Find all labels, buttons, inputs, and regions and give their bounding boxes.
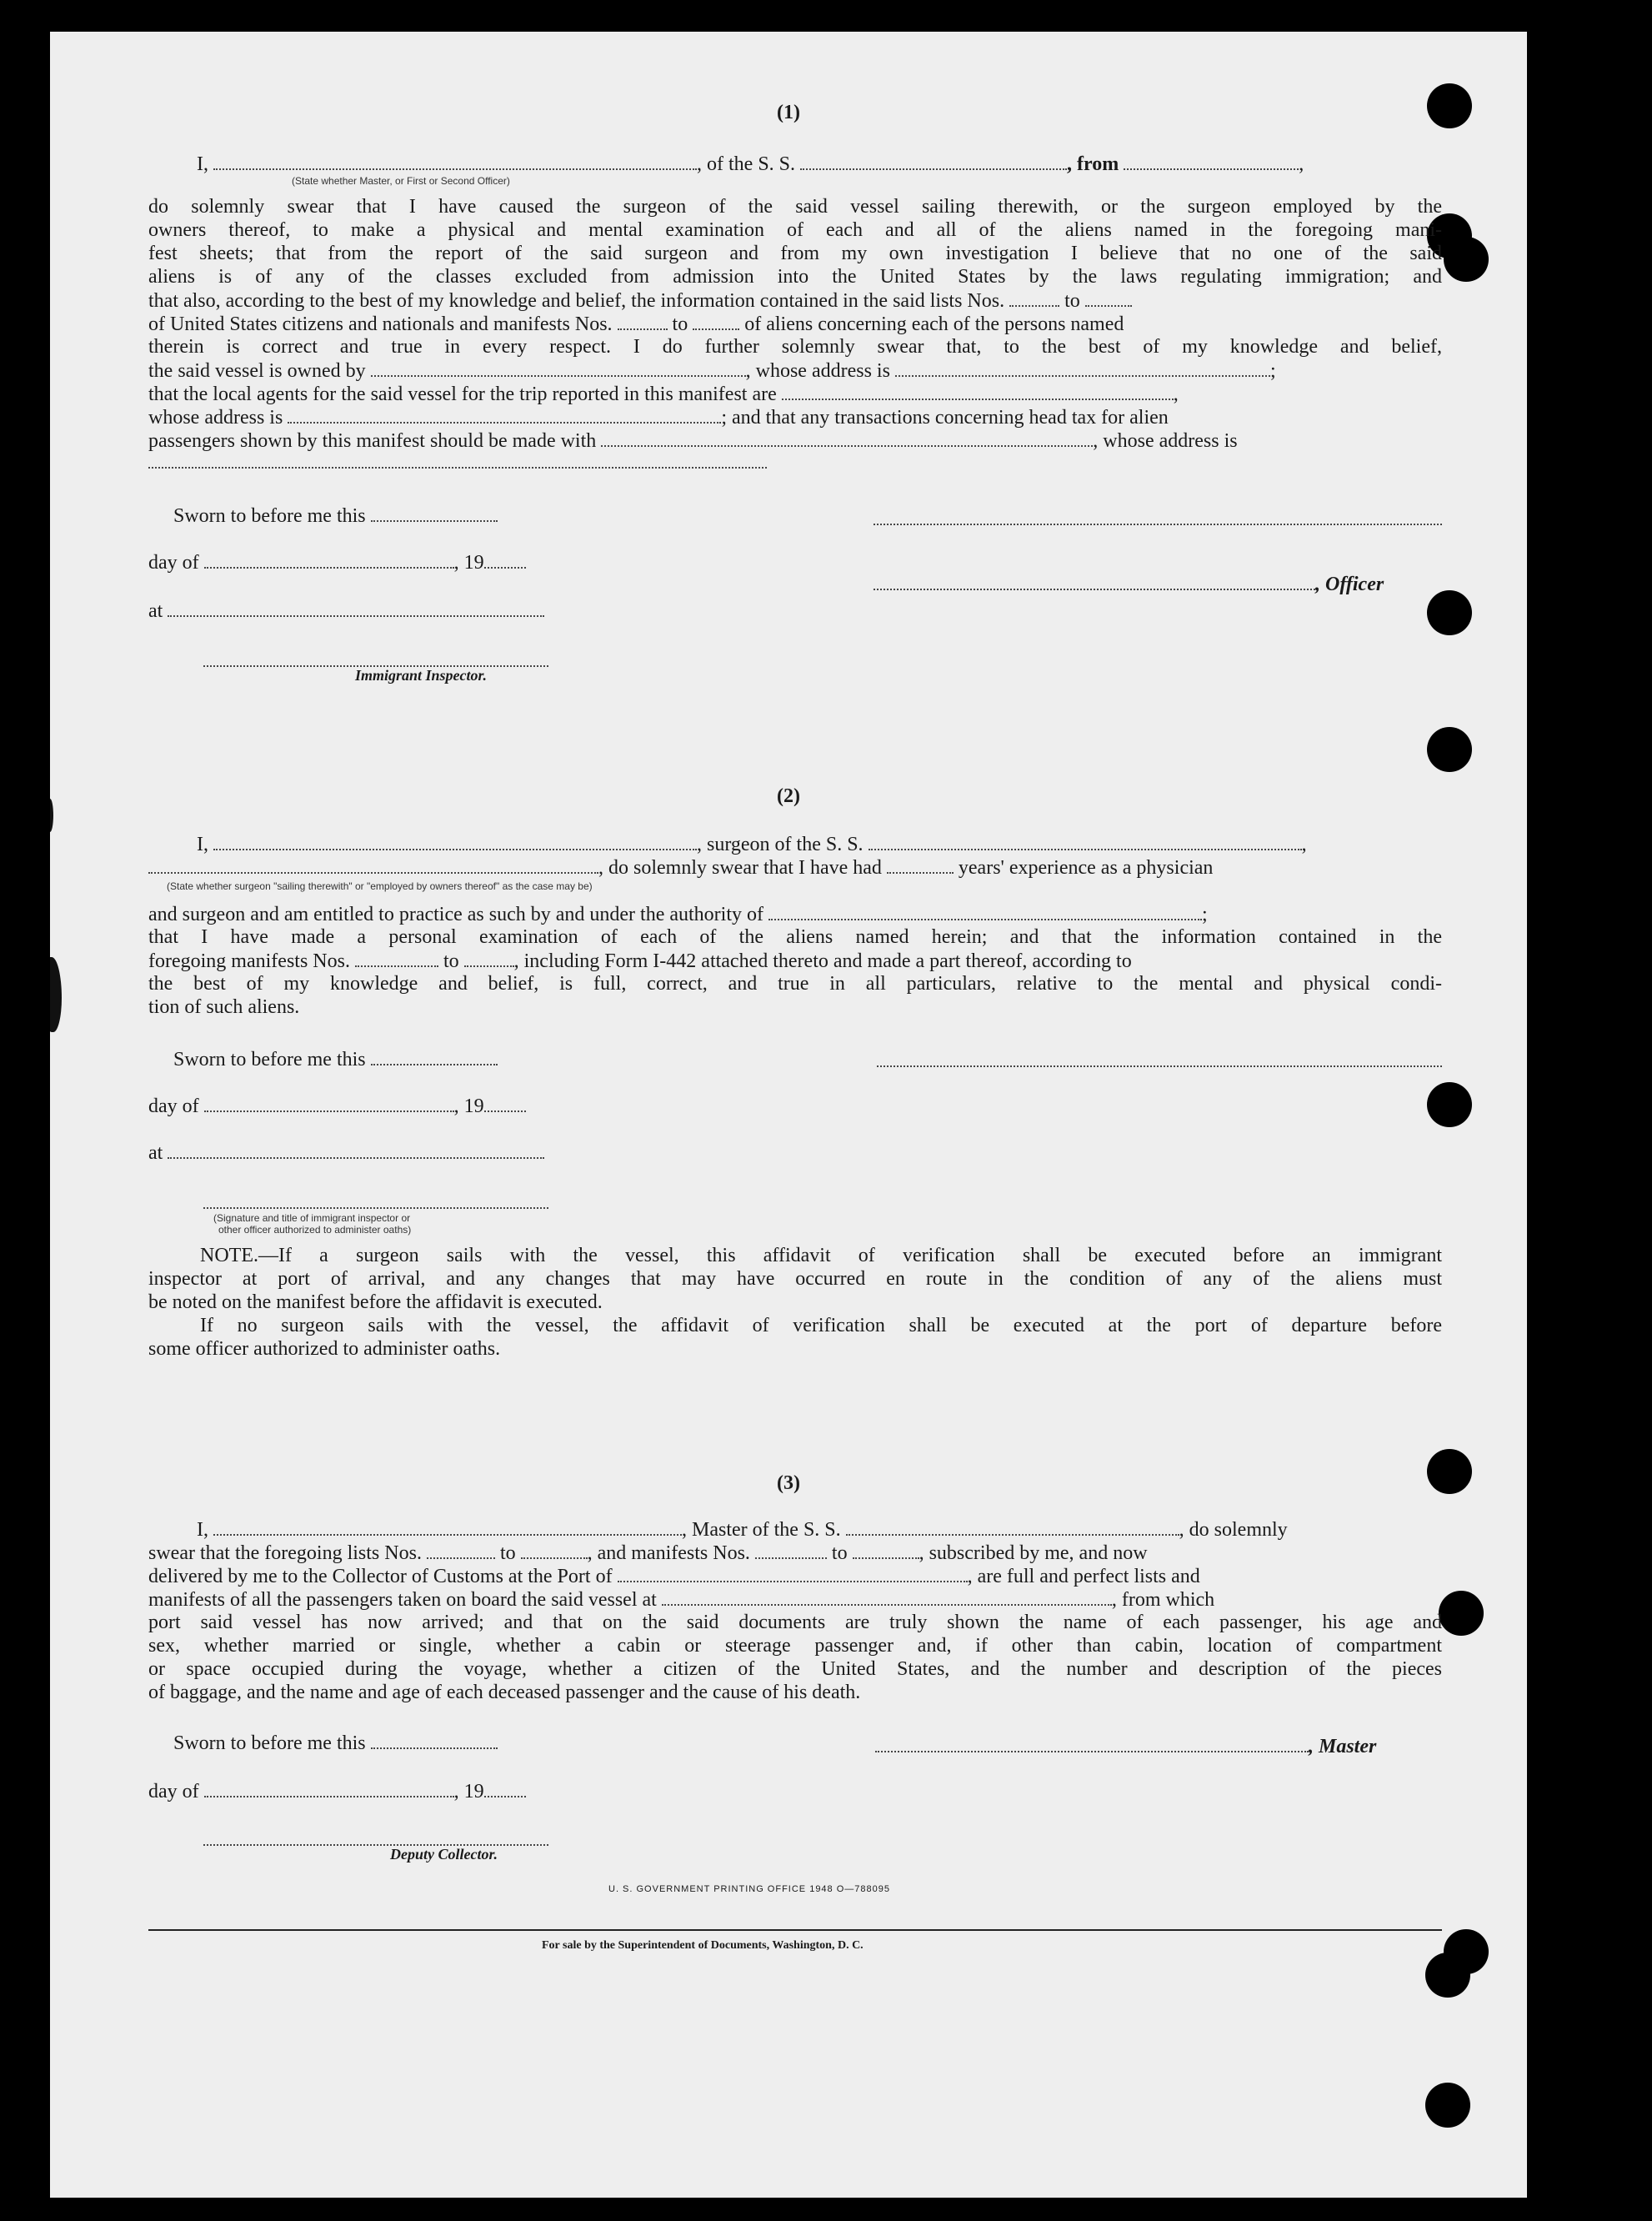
officer-label: , Officer bbox=[1315, 574, 1384, 595]
text: to bbox=[672, 313, 688, 335]
blank-field[interactable] bbox=[204, 1779, 454, 1797]
text: manifests of all the passengers taken on board the said vessel at bbox=[148, 1589, 657, 1611]
s1-line-10 bbox=[148, 382, 1442, 406]
text: foregoing manifests Nos. bbox=[148, 950, 350, 972]
blank-field[interactable] bbox=[800, 152, 1067, 170]
text: to bbox=[499, 1542, 516, 1564]
s1-address-line[interactable] bbox=[148, 465, 767, 469]
s3-line-5: port said vessel has now arrived; and that on the said documents are truly shown the name of each passenger, his age and bbox=[148, 1612, 1442, 1633]
section-2-heading: (2) bbox=[777, 785, 800, 807]
s1-line-3: owners thereof, to make a physical and mental examination of each and all of the aliens named in the foregoing mani- bbox=[148, 219, 1442, 241]
officer-hint: (State whether Master, or First or Second Officer) bbox=[292, 175, 510, 187]
punch-hole bbox=[1444, 237, 1489, 282]
s3-line-6: sex, whether married or single, whether a cabin or steerage passenger and, if other than cabin, location of compartment bbox=[148, 1635, 1442, 1657]
blank-field[interactable] bbox=[484, 550, 526, 569]
text: at bbox=[148, 1142, 163, 1164]
blank-field[interactable] bbox=[693, 312, 739, 330]
s1-line-2: do solemnly swear that I have caused the surgeon of the said vessel sailing therewith, or the surgeon employed by the bbox=[148, 196, 1442, 218]
text: ; bbox=[1269, 360, 1276, 382]
text: ; and that any transactions concerning head tax for alien bbox=[721, 407, 1169, 429]
s1-day-of bbox=[148, 550, 526, 574]
note-line-4: If no surgeon sails with the vessel, the affidavit of verification shall be executed at the port of departure before bbox=[200, 1315, 1442, 1336]
text: Sworn to before me this bbox=[173, 1049, 366, 1070]
s1-signature-line[interactable] bbox=[874, 522, 1442, 525]
s1-line-6 bbox=[148, 288, 1442, 313]
s3-line-3 bbox=[148, 1564, 1442, 1588]
blank-field[interactable] bbox=[371, 1731, 498, 1749]
s1-line-8: therein is correct and true in every respect. I do further solemnly swear that, to the best of my knowledge and belief, bbox=[148, 336, 1442, 358]
text: and surgeon and am entitled to practice as such by and under the authority of bbox=[148, 904, 763, 925]
text: delivered by me to the Collector of Customs at the Port of bbox=[148, 1566, 613, 1587]
s1-line-1 bbox=[197, 152, 1442, 176]
s1-officer-line bbox=[874, 572, 1384, 596]
s3-sworn bbox=[173, 1731, 498, 1755]
punch-hole bbox=[1427, 1082, 1472, 1127]
text: day of bbox=[148, 1095, 199, 1117]
text: , whose address is bbox=[745, 360, 890, 382]
text: years' experience as a physician bbox=[958, 857, 1214, 879]
footer-rule bbox=[148, 1929, 1442, 1931]
form-page bbox=[50, 32, 1527, 2198]
sale-notice: For sale by the Superintendent of Documents, Washington, D. C. bbox=[542, 1939, 864, 1952]
blank-field[interactable] bbox=[213, 832, 697, 850]
s2-at bbox=[148, 1141, 544, 1165]
sig-hint-2: other officer authorized to administer oaths) bbox=[218, 1224, 412, 1236]
blank-field[interactable] bbox=[755, 1541, 827, 1559]
text: , do solemnly bbox=[1179, 1519, 1288, 1541]
note-line-2: inspector at port of arrival, and any changes that may have occurred en route in the condition of any of the aliens must bbox=[148, 1268, 1442, 1290]
blank-field[interactable] bbox=[853, 1541, 919, 1559]
punch-hole bbox=[1427, 590, 1472, 635]
text: , 19 bbox=[453, 552, 484, 574]
s1-line-12 bbox=[148, 429, 1442, 453]
s2-line-1 bbox=[197, 832, 1442, 856]
s2-day-of bbox=[148, 1094, 526, 1118]
note-line-5: some officer authorized to administer oaths. bbox=[148, 1338, 501, 1360]
text: whose address is bbox=[148, 407, 283, 429]
text: , from which bbox=[1111, 1589, 1215, 1611]
text: that also, according to the best of my knowledge and belief, the information contained in the said lists Nos. bbox=[148, 290, 1005, 312]
blank-field[interactable] bbox=[1085, 288, 1132, 307]
blank-field[interactable] bbox=[875, 1734, 1309, 1752]
text: the said vessel is owned by bbox=[148, 360, 366, 382]
text: , bbox=[1299, 153, 1304, 175]
s1-line-7 bbox=[148, 312, 1442, 336]
blank-field[interactable] bbox=[1009, 288, 1059, 307]
text: I, bbox=[197, 834, 208, 855]
s3-day-of bbox=[148, 1779, 526, 1803]
text: , of the S. S. bbox=[697, 153, 796, 175]
blank-field[interactable] bbox=[618, 312, 668, 330]
text: , from bbox=[1067, 153, 1119, 175]
s3-line-7: or space occupied during the voyage, whether a citizen of the United States, and the number and description of the pieces bbox=[148, 1658, 1442, 1680]
blank-field[interactable] bbox=[371, 504, 498, 522]
s3-master-line bbox=[875, 1734, 1376, 1758]
text: ; bbox=[1202, 904, 1208, 925]
text: , do solemnly swear that I have had bbox=[598, 857, 882, 879]
blank-field[interactable] bbox=[213, 1517, 682, 1536]
blank-field[interactable] bbox=[869, 832, 1302, 850]
blank-field[interactable] bbox=[204, 550, 454, 569]
blank-field[interactable] bbox=[371, 1047, 498, 1065]
text: Sworn to before me this bbox=[173, 1732, 366, 1754]
blank-field[interactable] bbox=[288, 405, 721, 424]
blank-field[interactable] bbox=[1124, 152, 1299, 170]
blank-field[interactable] bbox=[464, 949, 514, 967]
s1-line-9 bbox=[148, 358, 1442, 383]
s3-line-1 bbox=[197, 1517, 1442, 1542]
s2-inspector-line[interactable] bbox=[203, 1206, 548, 1209]
s1-sworn bbox=[173, 504, 498, 528]
s2-line-7: tion of such aliens. bbox=[148, 996, 300, 1018]
s1-line-5: aliens is of any of the classes excluded from admission into the United States by the laws regulating immigration; and bbox=[148, 266, 1442, 288]
text: , bbox=[1301, 834, 1307, 855]
s2-line-2 bbox=[148, 855, 1442, 880]
s1-at bbox=[148, 599, 544, 623]
surgeon-hint: (State whether surgeon "sailing therewith" or "employed by owners thereof" as the case may be) bbox=[167, 880, 593, 892]
inspector-label: Immigrant Inspector. bbox=[355, 667, 488, 684]
blank-field[interactable] bbox=[213, 152, 697, 170]
text: day of bbox=[148, 552, 199, 574]
section-3-heading: (3) bbox=[777, 1472, 800, 1494]
blank-field[interactable] bbox=[204, 1094, 454, 1112]
s2-line-6: the best of my knowledge and belief, is full, correct, and true in all particulars, relative to the mental and physical condi- bbox=[148, 973, 1442, 995]
punch-hole bbox=[1427, 727, 1472, 772]
text: to bbox=[1064, 290, 1080, 312]
master-label: , Master bbox=[1309, 1736, 1377, 1757]
text: , Master of the S. S. bbox=[682, 1519, 841, 1541]
text: , 19 bbox=[453, 1781, 484, 1802]
note-line-3: be noted on the manifest before the affidavit is executed. bbox=[148, 1291, 603, 1313]
text: , whose address is bbox=[1093, 430, 1238, 452]
text: of United States citizens and nationals and manifests Nos. bbox=[148, 313, 613, 335]
blank-field[interactable] bbox=[168, 1141, 544, 1159]
collector-label: Deputy Collector. bbox=[390, 1846, 498, 1863]
s3-line-2 bbox=[148, 1541, 1442, 1565]
s2-sworn bbox=[173, 1047, 498, 1071]
text: to bbox=[443, 950, 459, 972]
blank-field[interactable] bbox=[895, 358, 1270, 377]
s2-line-3 bbox=[148, 902, 1442, 926]
blank-field[interactable] bbox=[874, 572, 1315, 590]
punch-hole bbox=[1425, 2083, 1470, 2128]
text: , are full and perfect lists and bbox=[967, 1566, 1200, 1587]
text: I, bbox=[197, 1519, 208, 1541]
gpo-imprint: U. S. GOVERNMENT PRINTING OFFICE 1948 O—788095 bbox=[608, 1884, 890, 1894]
blank-field[interactable] bbox=[887, 855, 954, 874]
s3-line-4 bbox=[148, 1587, 1442, 1612]
text: passengers shown by this manifest should be made with bbox=[148, 430, 597, 452]
text: , bbox=[1173, 384, 1179, 405]
s2-signature-line[interactable] bbox=[877, 1064, 1442, 1067]
s2-line-4: that I have made a personal examination of each of the aliens named herein; and that the information contained in the bbox=[148, 926, 1442, 948]
text: day of bbox=[148, 1781, 199, 1802]
text: , surgeon of the S. S. bbox=[697, 834, 864, 855]
blank-field[interactable] bbox=[782, 382, 1174, 400]
text: , 19 bbox=[453, 1095, 484, 1117]
text: , and manifests Nos. bbox=[587, 1542, 750, 1564]
punch-hole bbox=[1425, 1953, 1470, 1998]
blank-field[interactable] bbox=[148, 855, 598, 874]
punch-hole bbox=[1439, 1591, 1484, 1636]
text: swear that the foregoing lists Nos. bbox=[148, 1542, 422, 1564]
blank-field[interactable] bbox=[601, 429, 1093, 447]
s1-line-11 bbox=[148, 405, 1442, 429]
note-line-1: NOTE.—If a surgeon sails with the vessel, this affidavit of verification shall be executed before an immigrant bbox=[200, 1245, 1442, 1266]
text: that the local agents for the said vessel for the trip reported in this manifest are bbox=[148, 384, 777, 405]
blank-field[interactable] bbox=[168, 599, 544, 617]
sig-hint-1: (Signature and title of immigrant inspector or bbox=[213, 1212, 411, 1224]
s2-line-5 bbox=[148, 949, 1442, 973]
blank-field[interactable] bbox=[427, 1541, 495, 1559]
s1-line-4: fest sheets; that from the report of the said surgeon and from my own investigation I believe that no one of the said bbox=[148, 243, 1442, 264]
text: I, bbox=[197, 153, 208, 175]
blank-field[interactable] bbox=[618, 1564, 968, 1582]
blank-field[interactable] bbox=[484, 1094, 526, 1112]
blank-field[interactable] bbox=[768, 902, 1202, 920]
text: , including Form I-442 attached thereto and made a part thereof, according to bbox=[513, 950, 1132, 972]
blank-field[interactable] bbox=[662, 1587, 1112, 1606]
text: of aliens concerning each of the persons named bbox=[744, 313, 1124, 335]
blank-field[interactable] bbox=[484, 1779, 526, 1797]
section-1-heading: (1) bbox=[777, 102, 800, 123]
blank-field[interactable] bbox=[371, 358, 746, 377]
s3-line-8: of baggage, and the name and age of each deceased passenger and the cause of his death. bbox=[148, 1682, 861, 1703]
ink-smudge bbox=[50, 957, 62, 1032]
blank-field[interactable] bbox=[355, 949, 438, 967]
text: , subscribed by me, and now bbox=[919, 1542, 1148, 1564]
text: to bbox=[831, 1542, 848, 1564]
blank-field[interactable] bbox=[846, 1517, 1179, 1536]
text: at bbox=[148, 600, 163, 622]
blank-field[interactable] bbox=[521, 1541, 588, 1559]
text: Sworn to before me this bbox=[173, 505, 366, 527]
